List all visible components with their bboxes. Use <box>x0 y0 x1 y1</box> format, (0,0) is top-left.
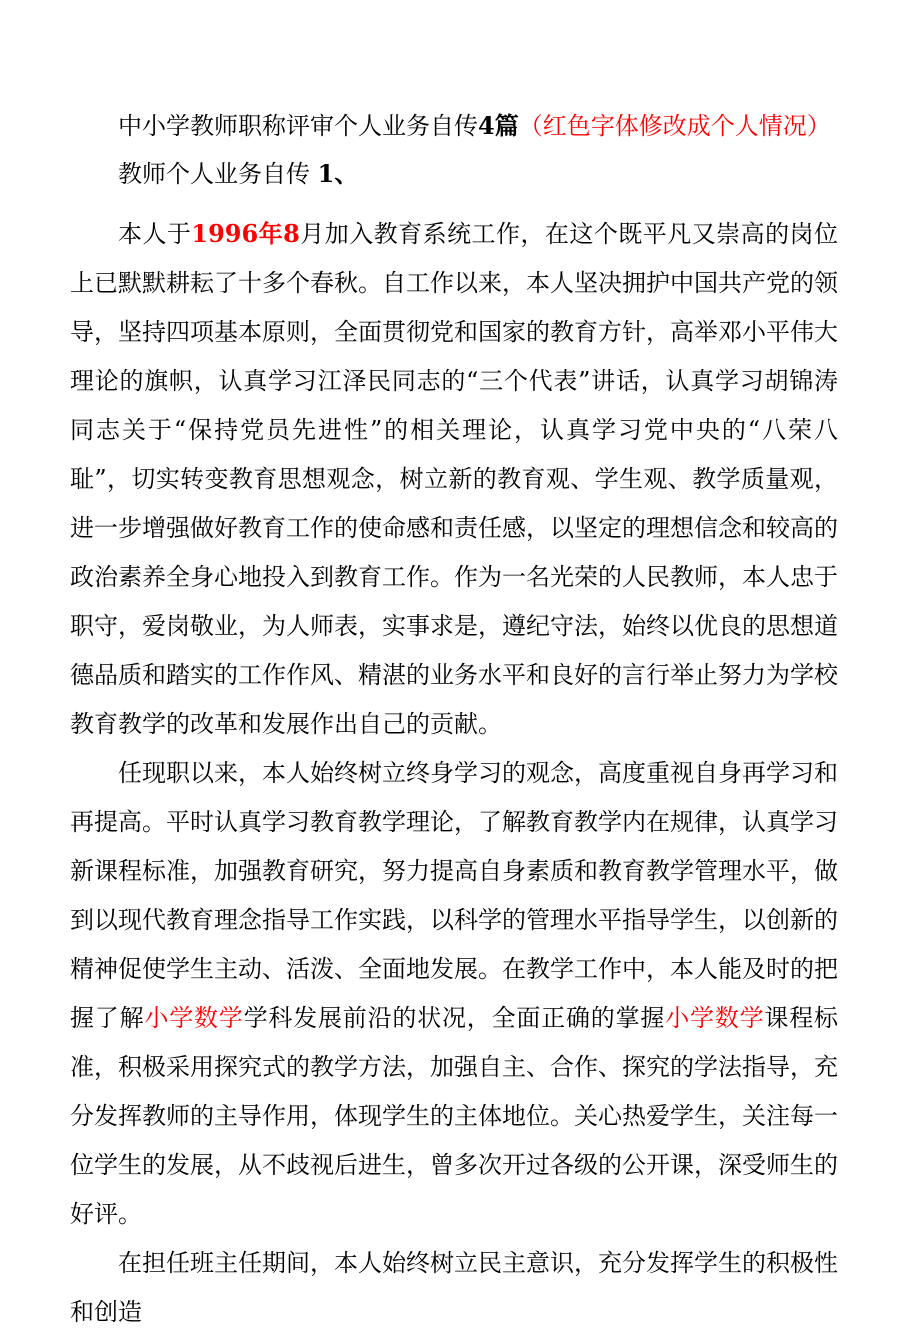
subtitle-text: 教师个人业务自传 <box>118 160 310 188</box>
paragraph-1 <box>70 209 838 749</box>
p2-part1: 任现职以来，本人始终树立终身学习的观念，高度重视自身再学习和再提高。平时认真学习教育教学理论，了解教育教学内在规律，认真学习新课程标准，加强教育研究，努力提高自身素质和教育教学管理水平，做到以现代教育理念指导工作实践，以科学的管理水平指导学生，以创新的精神促使学生主动、活泼、全面地发展。在教学工作中，本人能及时的把握了解 <box>70 759 838 1032</box>
p1-month: 8 <box>283 219 300 248</box>
p2-part3: 课程标准，积极采用探究式的教学方法，加强自主、合作、探究的学法指导，充分发挥教师的主导作用，体现学生的主体地位。关心热爱学生，关注每一位学生的发展，从不歧视后进生，曾多次开过各级的公开课，深受师生的好评。 <box>70 1004 839 1228</box>
title-note: （红色字体修改成个人情况） <box>518 112 831 140</box>
document-page <box>70 111 839 1337</box>
title-count: 4 <box>478 111 495 140</box>
p2-subject-2: 小学数学 <box>665 1004 765 1032</box>
title-main: 中小学教师职称评审个人业务自传 <box>118 112 478 140</box>
p1-year: 1996 <box>191 219 259 248</box>
paragraph-3 <box>70 1239 838 1337</box>
paragraph-2 <box>70 749 838 1239</box>
p1-year-unit: 年 <box>258 219 284 248</box>
p1-prefix: 本人于 <box>118 220 192 248</box>
p3-text: 在担任班主任期间，本人始终树立民主意识，充分发挥学生的积极性和创造 <box>70 1249 838 1326</box>
document-subtitle <box>70 159 838 188</box>
p1-rest: 月加入教育系统工作，在这个既平凡又崇高的岗位上已默默耕耘了十多个春秋。自工作以来，本人坚决拥护中国共产党的领导，坚持四项基本原则，全面贯彻党和国家的教育方针，高举邓小平伟大理论的旗帜，认真学习江泽民同志的“三个代表”讲话，认真学习胡锦涛同志关于“保持党员先进性”的相关理论，认真学习党中央的“八荣八耻”，切实转变教育思想观念，树立新的教育观、学生观、教学质量观，进一步增强做好教育工作的使命感和责任感，以坚定的理想信念和较高的政治素养全身心地投入到教育工作。作为一名光荣的人民教师，本人忠于职守，爱岗敬业，为人师表，实事求是，遵纪守法，始终以优良的思想道德品质和踏实的工作作风、精湛的业务水平和良好的言行举止努力为学校教育教学的改革和发展作出自己的贡献。 <box>70 220 839 738</box>
subtitle-number: 1、 <box>317 159 359 188</box>
p2-part2: 学科发展前沿的状况，全面正确的掌握 <box>243 1004 666 1032</box>
p2-subject-1: 小学数学 <box>144 1004 244 1032</box>
title-unit: 篇 <box>494 111 519 140</box>
document-title <box>70 111 838 140</box>
